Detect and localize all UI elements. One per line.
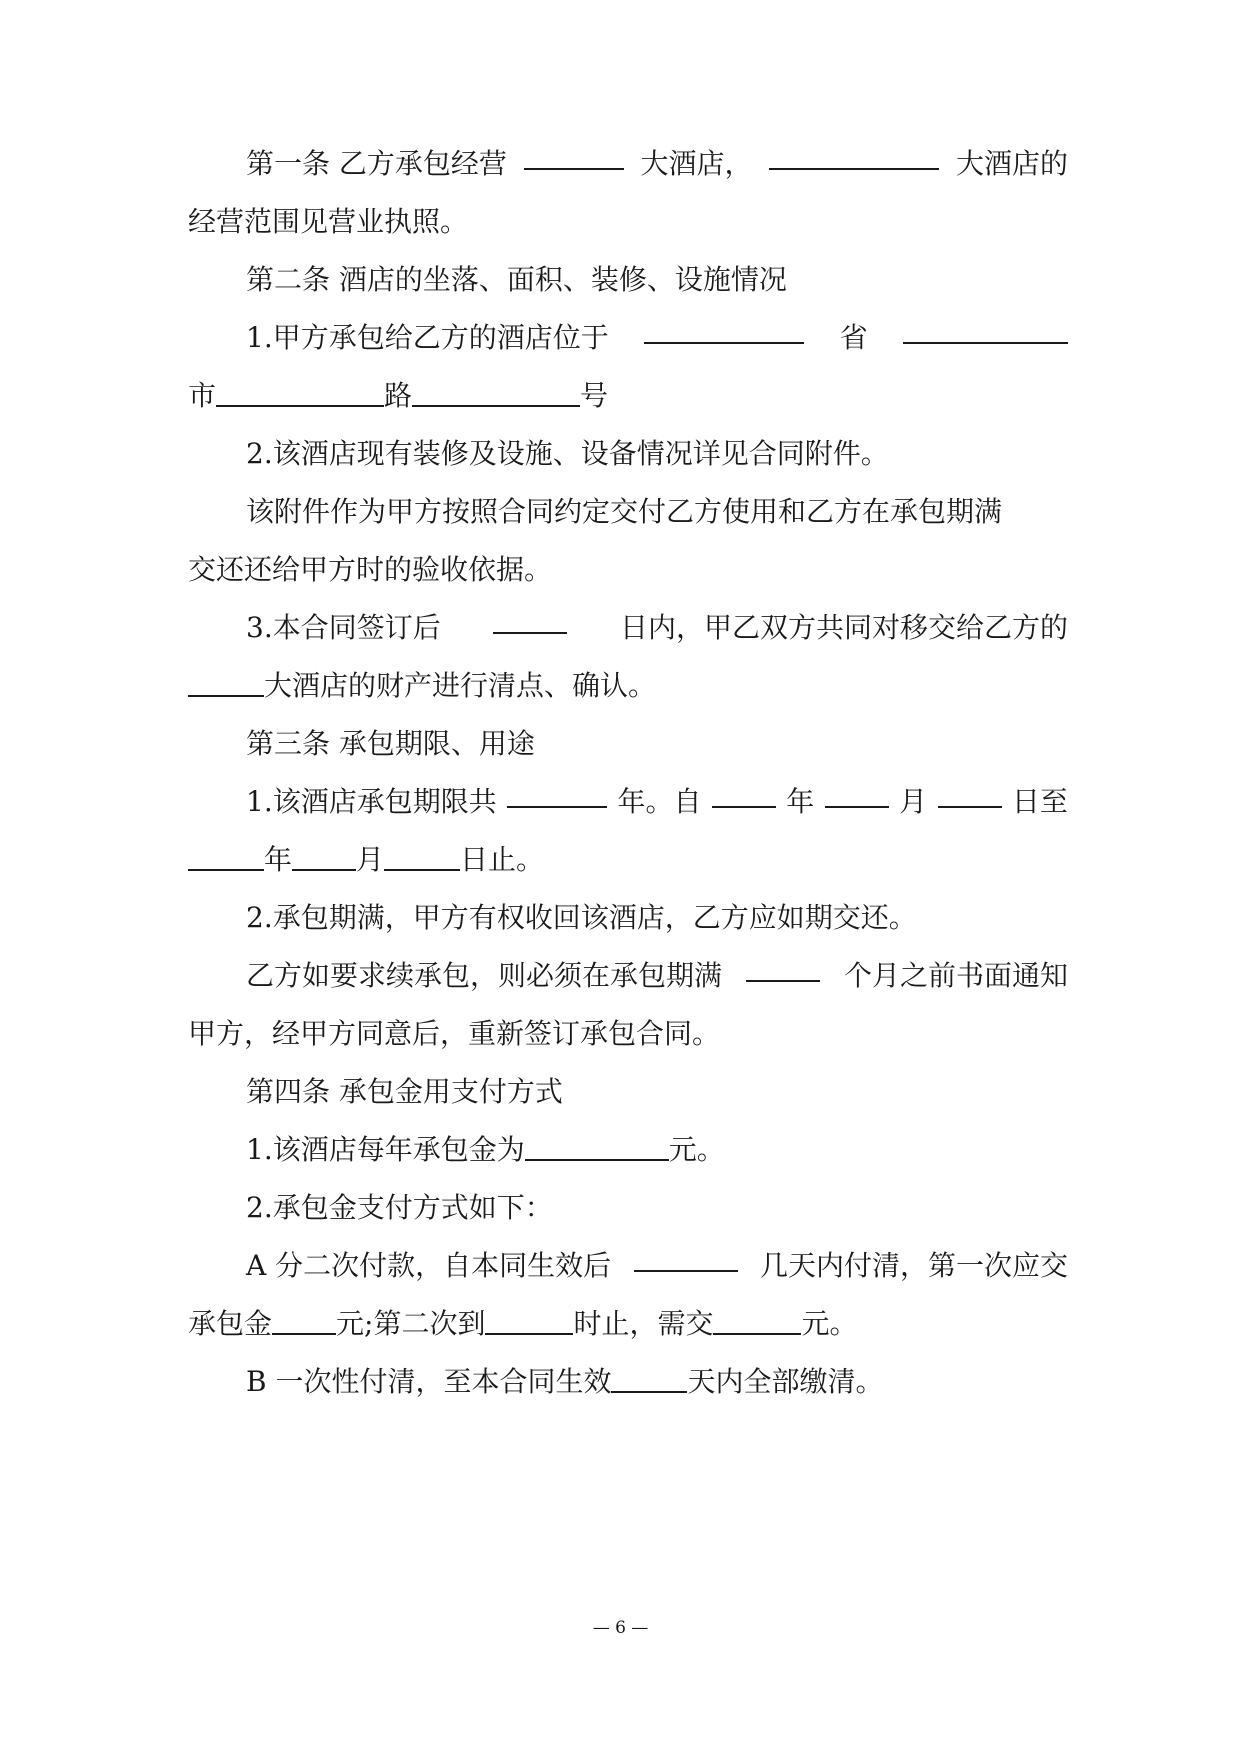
- text-segment: 1.该酒店每年承包金为: [246, 1133, 525, 1166]
- text-segment: 日内，甲乙双方共同对移交给乙方的: [619, 611, 1068, 644]
- blank-field[interactable]: [188, 671, 264, 697]
- text-segment: 月: [356, 843, 385, 876]
- text-segment: 天内全部缴清。: [687, 1365, 884, 1398]
- text-segment: 时止，需交: [573, 1307, 714, 1340]
- text-segment: 乙方如要求续承包，则必须在承包期满: [246, 959, 723, 992]
- text-segment: 日止。: [460, 843, 545, 876]
- text-segment: 大酒店的财产进行清点、确认。: [264, 669, 657, 702]
- article-3-heading: 第三条 承包期限、用途: [246, 727, 535, 760]
- article-4-item-2: 2.承包金支付方式如下：: [246, 1191, 553, 1224]
- article-3-renew-line-1: [246, 956, 1068, 996]
- article-2-note-line-1: 该附件作为甲方按照合同约定交付乙方使用和乙方在承包期满: [246, 495, 1003, 528]
- blank-field[interactable]: [272, 1309, 336, 1335]
- text-segment: 省: [839, 321, 868, 354]
- blank-field[interactable]: [188, 845, 264, 871]
- blank-field[interactable]: [524, 144, 624, 170]
- article-2-item-3-line-2: [188, 666, 1068, 706]
- blank-field[interactable]: [216, 381, 384, 407]
- text-segment: 个月之前书面通知: [843, 959, 1068, 992]
- text-segment: 市: [188, 379, 217, 412]
- text-segment: B 一次性付清，至本合同生效: [246, 1365, 612, 1398]
- text-segment: 大酒店，: [640, 147, 753, 180]
- blank-field[interactable]: [712, 782, 776, 808]
- blank-field[interactable]: [384, 845, 460, 871]
- blank-field[interactable]: [769, 144, 939, 170]
- blank-field[interactable]: [412, 381, 580, 407]
- article-2-item-1-line-1: [246, 318, 1068, 358]
- text-segment: 号: [580, 379, 609, 412]
- blank-field[interactable]: [507, 782, 607, 808]
- text-segment: 承包金: [188, 1307, 273, 1340]
- text-segment: 月: [899, 785, 928, 818]
- article-4-option-a-line-2: [188, 1304, 1068, 1344]
- blank-field[interactable]: [611, 1367, 687, 1393]
- article-3-renew-line-2: 甲方，经甲方同意后，重新签订承包合同。: [188, 1017, 721, 1050]
- text-segment: 元。: [668, 1133, 725, 1166]
- text-segment: 1.甲方承包给乙方的酒店位于: [246, 321, 609, 354]
- blank-field[interactable]: [292, 845, 356, 871]
- article-2-item-2: 2.该酒店现有装修及设施、设备情况详见合同附件。: [246, 437, 889, 470]
- blank-field[interactable]: [746, 956, 820, 982]
- text-segment: 日至: [1011, 785, 1068, 818]
- text-segment: 第一条 乙方承包经营: [246, 147, 507, 180]
- text-segment: 年: [264, 843, 293, 876]
- article-2-heading: 第二条 酒店的坐落、面积、装修、设施情况: [246, 263, 787, 296]
- blank-field[interactable]: [713, 1309, 801, 1335]
- text-segment: 年: [786, 785, 815, 818]
- article-2-note-line-2: 交还还给甲方时的验收依据。: [188, 553, 553, 586]
- article-4-option-a-line-1: [246, 1246, 1068, 1286]
- blank-field[interactable]: [903, 318, 1068, 344]
- text-segment: 元;第二次到: [336, 1307, 486, 1340]
- page-number: — 6 —: [592, 1618, 649, 1638]
- blank-field[interactable]: [493, 608, 567, 634]
- blank-field[interactable]: [634, 1246, 738, 1272]
- article-4-option-b: [246, 1362, 1068, 1402]
- text-segment: 1.该酒店承包期限共: [246, 785, 497, 818]
- blank-field[interactable]: [825, 782, 889, 808]
- text-segment: A 分二次付款，自本同生效后: [246, 1249, 612, 1282]
- blank-field[interactable]: [525, 1135, 669, 1161]
- blank-field[interactable]: [485, 1309, 573, 1335]
- text-segment: 元。: [801, 1307, 858, 1340]
- article-1-line-1: [246, 144, 1068, 184]
- text-segment: 年。自: [617, 785, 702, 818]
- article-2-item-3-line-1: [246, 608, 1068, 648]
- article-3-item-2: 2.承包期满，甲方有权收回该酒店，乙方应如期交还。: [246, 901, 917, 934]
- article-2-item-1-line-2: [188, 376, 1068, 416]
- text-segment: 几天内付清，第一次应交: [759, 1249, 1068, 1282]
- text-segment: 大酒店的: [955, 147, 1068, 180]
- text-segment: 路: [384, 379, 413, 412]
- article-4-item-1: [246, 1130, 1068, 1170]
- blank-field[interactable]: [644, 318, 804, 344]
- article-4-heading: 第四条 承包金用支付方式: [246, 1075, 563, 1108]
- article-1-line-2: 经营范围见营业执照。: [188, 205, 469, 238]
- blank-field[interactable]: [938, 782, 1002, 808]
- article-3-item-1-line-1: [246, 782, 1068, 822]
- text-segment: 3.本合同签订后: [246, 611, 441, 644]
- article-3-item-1-line-2: [188, 840, 1068, 880]
